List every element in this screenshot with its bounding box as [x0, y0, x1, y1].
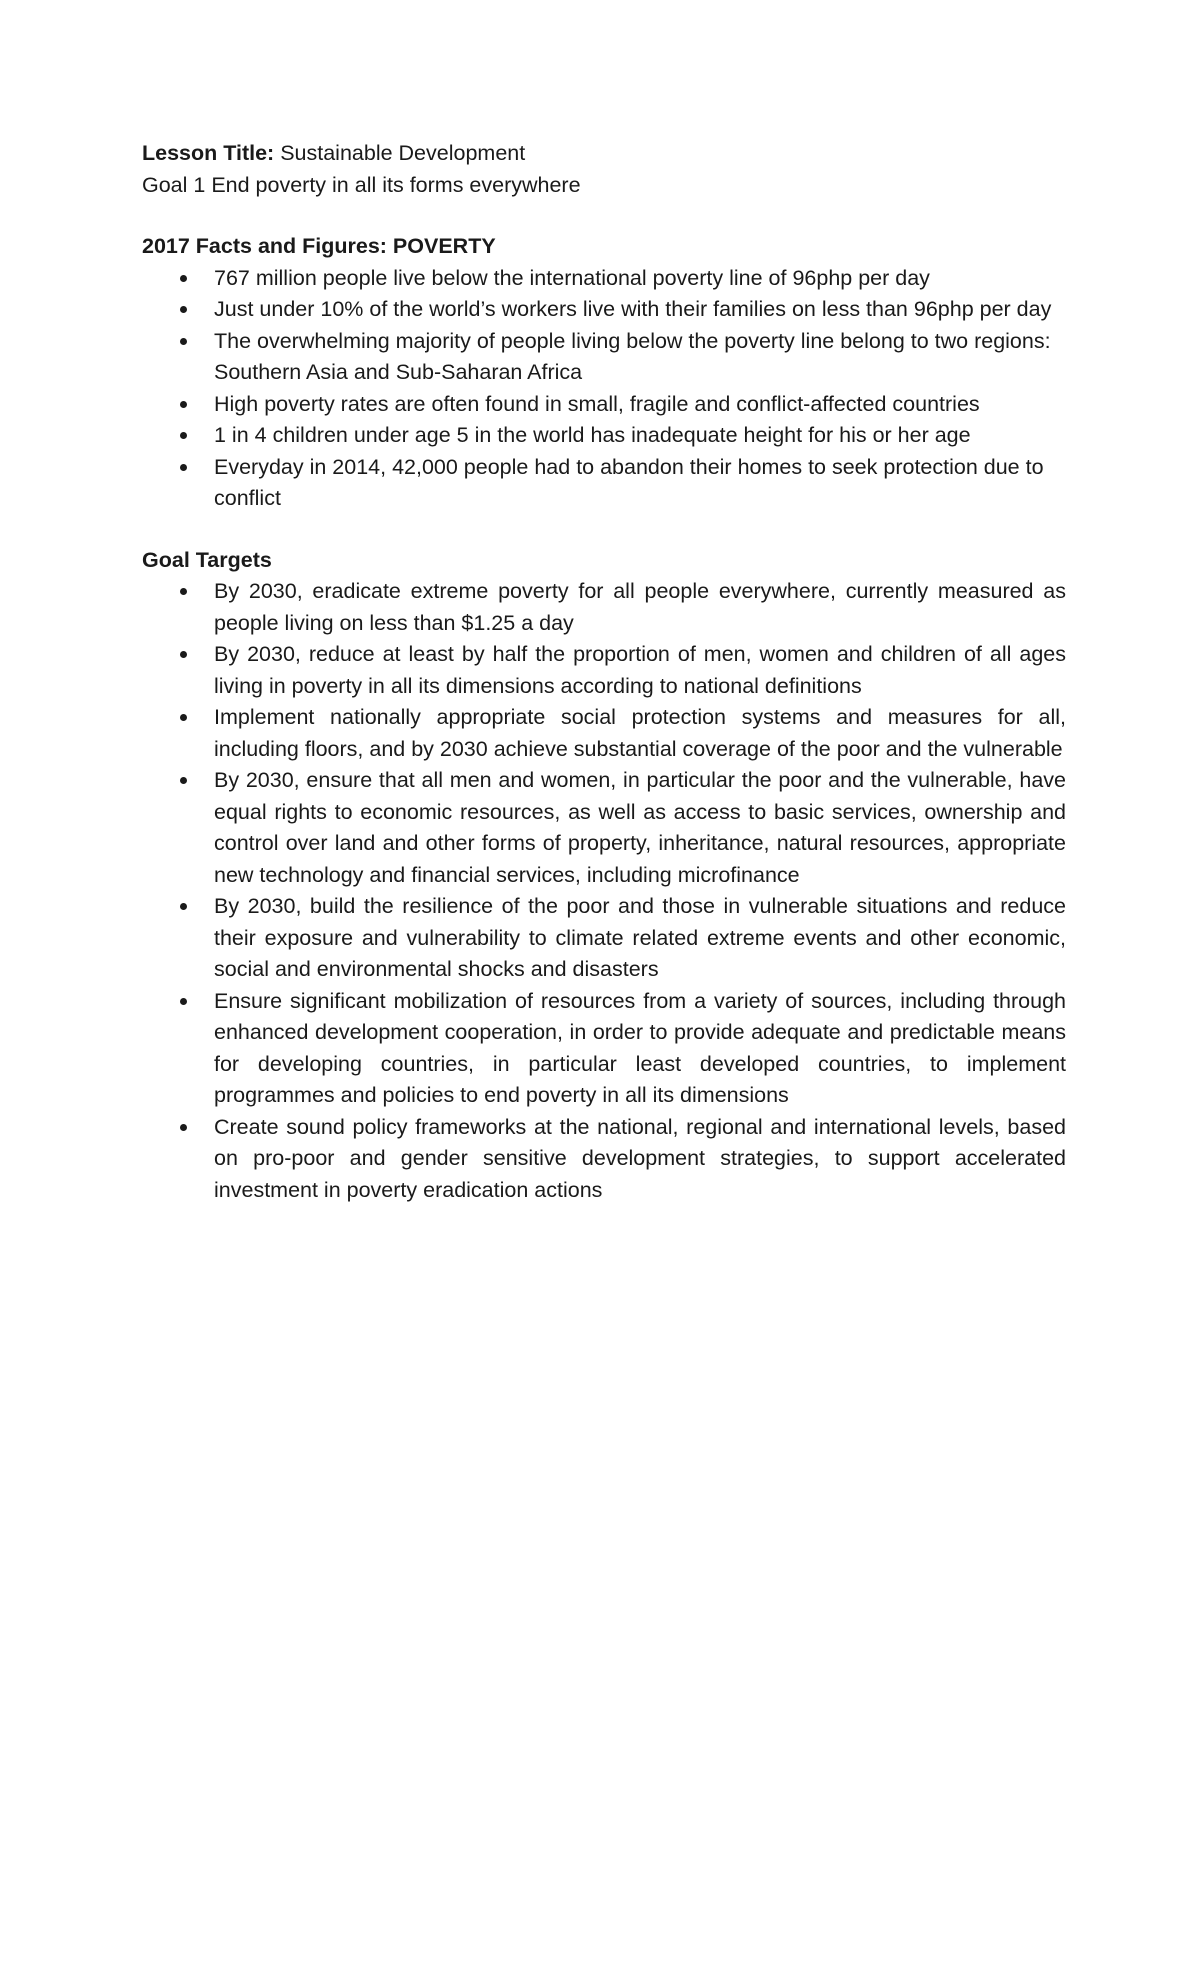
list-item-text: High poverty rates are often found in small, fragile and conflict-affected countries — [214, 391, 980, 416]
lesson-title-value: Sustainable Development — [274, 141, 526, 165]
list-item — [142, 263, 1066, 295]
facts-list — [142, 263, 1066, 515]
list-item-text: Ensure significant mobilization of resources from a variety of sources, including through enhanced development cooperation, in order to provide adequate and predictable means for developing countries, in particular least developed countries, to implement programmes and policies to end poverty in all its dimensions — [214, 988, 1066, 1107]
list-item — [142, 765, 1066, 891]
list-item — [142, 576, 1066, 639]
bullet-icon — [180, 275, 187, 282]
list-item-text: The overwhelming majority of people living below the poverty line belong to two regions: Southern Asia and Sub-Saharan Africa — [214, 328, 1051, 384]
bullet-icon — [180, 651, 187, 658]
bullet-icon — [180, 306, 187, 313]
list-item — [142, 891, 1066, 986]
list-item-text: By 2030, ensure that all men and women, in particular the poor and the vulnerable, have equal rights to economic resources, as well as access to basic services, ownership and control over land and other forms of property, inheritance, natural resources, appropriate new technology and financial services, including microfinance — [214, 768, 1066, 887]
lesson-title-line — [142, 138, 1066, 170]
list-item-text: Create sound policy frameworks at the national, regional and international levels, based on pro-poor and gender sensitive development strategies, to support accelerated investment in poverty eradication actions — [214, 1114, 1066, 1202]
list-item — [142, 702, 1066, 765]
list-item-text: Implement nationally appropriate social protection systems and measures for all, including floors, and by 2030 achieve substantial coverage of the poor and the vulnerable — [214, 705, 1066, 761]
bullet-icon — [180, 432, 187, 439]
bullet-icon — [180, 338, 187, 345]
list-item — [142, 389, 1066, 421]
list-item — [142, 452, 1066, 515]
bullet-icon — [180, 1124, 187, 1131]
bullet-icon — [180, 464, 187, 471]
goal-line: Goal 1 End poverty in all its forms everywhere — [142, 172, 581, 197]
list-item-text: By 2030, eradicate extreme poverty for all people everywhere, currently measured as people living on less than $1.25 a day — [214, 579, 1066, 635]
lesson-title-label: Lesson Title: — [142, 141, 275, 165]
list-item-text: Just under 10% of the world’s workers live with their families on less than 96php per day — [214, 297, 1052, 321]
list-item — [142, 294, 1066, 326]
list-item-text: By 2030, reduce at least by half the proportion of men, women and children of all ages living in poverty in all its dimensions according to national definitions — [214, 642, 1066, 698]
list-item — [142, 639, 1066, 702]
facts-heading: 2017 Facts and Figures: POVERTY — [142, 234, 496, 258]
targets-heading: Goal Targets — [142, 547, 272, 572]
bullet-icon — [180, 903, 187, 910]
list-item-text: 1 in 4 children under age 5 in the world has inadequate height for his or her age — [214, 423, 971, 447]
bullet-icon — [180, 714, 187, 721]
list-item — [142, 420, 1066, 452]
list-item — [142, 326, 1066, 389]
list-item-text: 767 million people live below the international poverty line of 96php per day — [214, 265, 930, 290]
list-item — [142, 986, 1066, 1112]
document-page — [142, 138, 1066, 1206]
bullet-icon — [180, 588, 187, 595]
list-item — [142, 1112, 1066, 1207]
bullet-icon — [180, 401, 187, 408]
targets-list — [142, 576, 1066, 1206]
list-item-text: Everyday in 2014, 42,000 people had to abandon their homes to seek protection due to conflict — [214, 454, 1044, 510]
bullet-icon — [180, 777, 187, 784]
list-item-text: By 2030, build the resilience of the poor and those in vulnerable situations and reduce their exposure and vulnerability to climate related extreme events and other economic, social and environmental shocks and disasters — [214, 894, 1066, 981]
bullet-icon — [180, 998, 187, 1005]
